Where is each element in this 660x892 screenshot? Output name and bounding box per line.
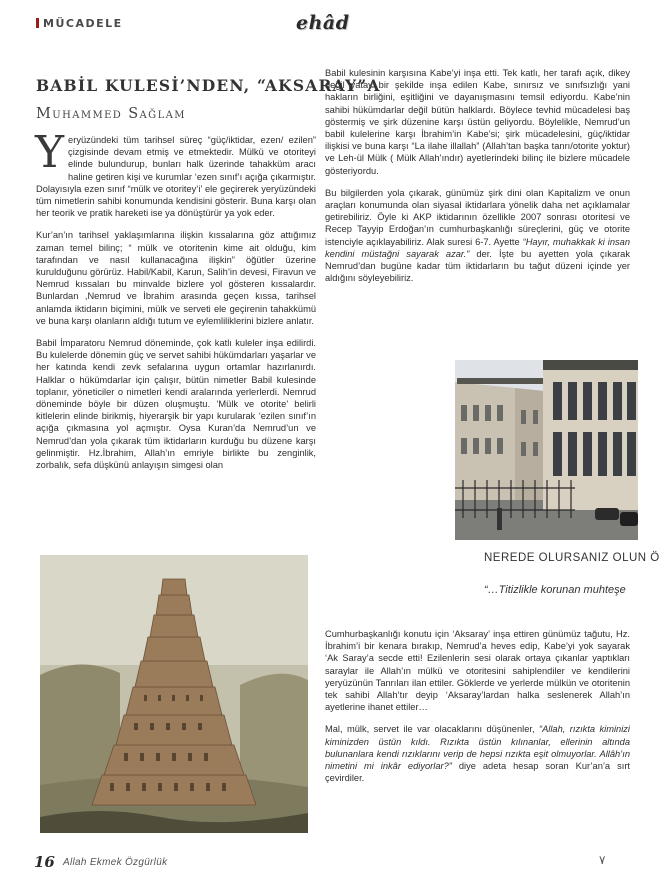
page-number: 16 — [34, 853, 55, 871]
footer-mark: ٧ — [599, 853, 606, 867]
quran-quote: “Hayır, muhakkak ki insan kendini müstağni sayarak azar.” — [325, 236, 630, 259]
article-column-right — [325, 67, 630, 294]
drop-cap: Y — [35, 127, 65, 178]
magazine-logo: ehâd — [296, 12, 350, 34]
tower-of-babel-painting — [40, 555, 308, 833]
paragraph: Bu bilgilerden yola çıkarak, günümüz şirk dini olan Kapitalizm ve onun araçları konumunda olan siyasal iktidarlara yönelik daha net açıklamalar getirebiliriz. Öyle ki AKP iktidarının özellikle 2007 sonrası otoritesi ve Recep Tayyip Erdoğan’ın cumhurbaşkanlığı süreçlerini, güç ve otorite istenciyle açıklayabiliriz. Alak suresi 6-7. Ayette “Hayır, muhakkak ki insan kendini müstağni sayarak azar.” der. İşte bu ayetten yola çıkarak Nemrud’dan bugüne kadar tüm iktidarların bu tağut düzeni içinde yer aldığını söyleyebiliriz. — [325, 187, 630, 284]
photo-caption-quote: “…Titizlikle korunan muhteşe — [484, 584, 626, 596]
section-label: MÜCADELE — [36, 17, 123, 30]
tower-of-babel-graphic — [40, 555, 308, 833]
paragraph: Babil İmparatoru Nemrud döneminde, çok katlı kuleler inşa edilirdi. Bu kulelerde dönemin güç ve servet sahibi hükümdarları yaşarlar ve her katında kendi zevk sefalarına uygun ortamlar hazırlanırdı. Halklar o hükümdarlar için çalışır, bütün nimetler Babil kulesinde toplanır, yöneticiler o nimetleri kendi aralarında yerlerlerdi. Nemrud döneminde böyle bir düzen oluşmuştu. ‘Mülk ve otorite’ belirli kitlelerin elinde birikmiş, hiyerarşik bir yapı kurularak ‘ezilen sınıf’ın açığa çıkmasına yol açmıştır. Oysa Kuran’da Nemrud’un ve Nemrud’dan yola çıkarak tüm iktidarların kurduğu bu düzene karşı gelinmiştir. Hz.İbrahim, Allah’ın emriyle birlikte bu zenginlik, zorbalık, sefa düşkünü anlayışın simgesi olan — [36, 338, 316, 471]
article-title: BABİL KULESİ’NDEN, “AKSARAY”A — [36, 76, 381, 95]
palace-photo-graphic — [455, 360, 638, 540]
photo-caption-heading: NEREDE OLURSANIZ OLUN Ö — [484, 552, 660, 564]
paragraph: Mal, mülk, servet ile var olacaklarını düşünenler, “Allah, rızıkta kiminizi kiminizden üstün kıldı. Rızıkta üstün kılınanlar, ellerinin altında bulunanlara kendi rızıklarını verip de hepsi rızıkta eşit olmuyorlar. Allâh’ın nimetini mi inkâr ediyorlar?” diye adeta hesap soran Kur’an’a sırt çevirdiler. — [325, 724, 630, 784]
paragraph: Cumhurbaşkanlığı konutu için ‘Aksaray’ inşa ettiren günümüz tağutu, Hz. İbrahim’i bir kenara bırakıp, Nemrud’a heves edip, Kabe’yi yok sayarak ‘Ak Saray’a secde etti! Ezilenlerin sesi olarak ortaya çıkanlar yaptıkları saraylar ile Allah’ın mülkü ve otoritesini sahiplendiler ve kendilerini yeryüzünün Tanrıları ilan ettiler. Göklerde ve yerlerde mülkün ve otoritenin tek sahibi Allah’tır deyip ‘Aksaray’lardan halka seslenerek Allah’ın ayetlerine ihanet ettiler… — [325, 629, 630, 713]
palace-photo — [455, 360, 638, 540]
paragraph: Babil kulesinin karşısına Kabe’yi inşa etti. Tek katlı, her tarafı açık, dikey değil yatay bir şekilde inşa edilen Kabe, sınırsız ve sınıfsızlığı yani hakların birliğini, eşitliğini ve dayanışmasını temsil ediyordu. Kabe’nin sahibi hükümdarlar değil bütün halklardı. Böylece tevhid mücadelesi baş göstermiş ve şirk düzenine karşı üstün geliyordu. Böylelikle, Nemrud’un babil kulelerine karşı İbrahim’in Kabe’si; şirk mücadelesini, güç/iktidar ilişkisi ve buna karşı “La ilahe illallah” (Allah’tan başka tanrı/otorite yoktur) ve Leh-ül Mülk ( Mülk Allah’ındır) ayetlerindeki bilinç ile bizlere mücadele gösteriyordu. — [325, 68, 630, 176]
article-author: Muhammed Sağlam — [36, 106, 186, 122]
article-column-right-lower — [325, 628, 630, 794]
footer-slogan: Allah Ekmek Özgürlük — [63, 857, 168, 868]
paragraph: Yeryüzündeki tüm tarihsel süreç “güç/iktidar, ezen/ ezilen” çizgisinde devam etmiş ve etmektedir. Mülkü ve otoriteyi elinde bulundurup, bunları halk üzerinde tahakküm aracı haline getiren kişi ve kurumlar ‘ezen sınıf’ı açığa çıkarmıştır. Dolayısıyla ezen sınıf “mülk ve otoritey’i’ ele geçirerek yeryüzündeki tüm nimetlerin sahibi konumunda kendisini gösterir. Buna karşı olan her teorik ve pratik hareketi ise ya dönüştürür ya yok eder. — [35, 127, 316, 219]
article-column-left — [35, 127, 316, 481]
paragraph: Kur’an’ın tarihsel yaklaşımlarına ilişkin kıssalarına göz attığımız zaman temel bilinç; “ mülk ve otoritenin kime ait olduğu, kim tarafından ve nasıl kullanacağına ilişkin” öğütler üzerine kurulduğunu görürüz. Habil/Kabil, Karun, Salih’in devesi, Firavun ve Nemrud kıssaları bu minvalde bizlere yol gösteren kıssalardır. Bunlardan ,Nemrud ve İbrahim arasında geçen kıssa, tarihsel anlamda iktidarın biçimini, mülk ve serveti ele geçirenin tahakkümü ve buna karşı olanların aldığı tutum ve eylemliliklerini bizlere anlatır. — [36, 230, 316, 326]
quran-quote: “Allah, rızıkta kiminizi kiminizden üstün kıldı. Rızıkta üstün kılınanlar, ellerinin altında bulunanlara kendi rızıklarını verip de hepsi rızıkta eşit olmuyorlar. Allâh’ın nimetini mi inkâr ediyorlar?” — [325, 724, 630, 772]
